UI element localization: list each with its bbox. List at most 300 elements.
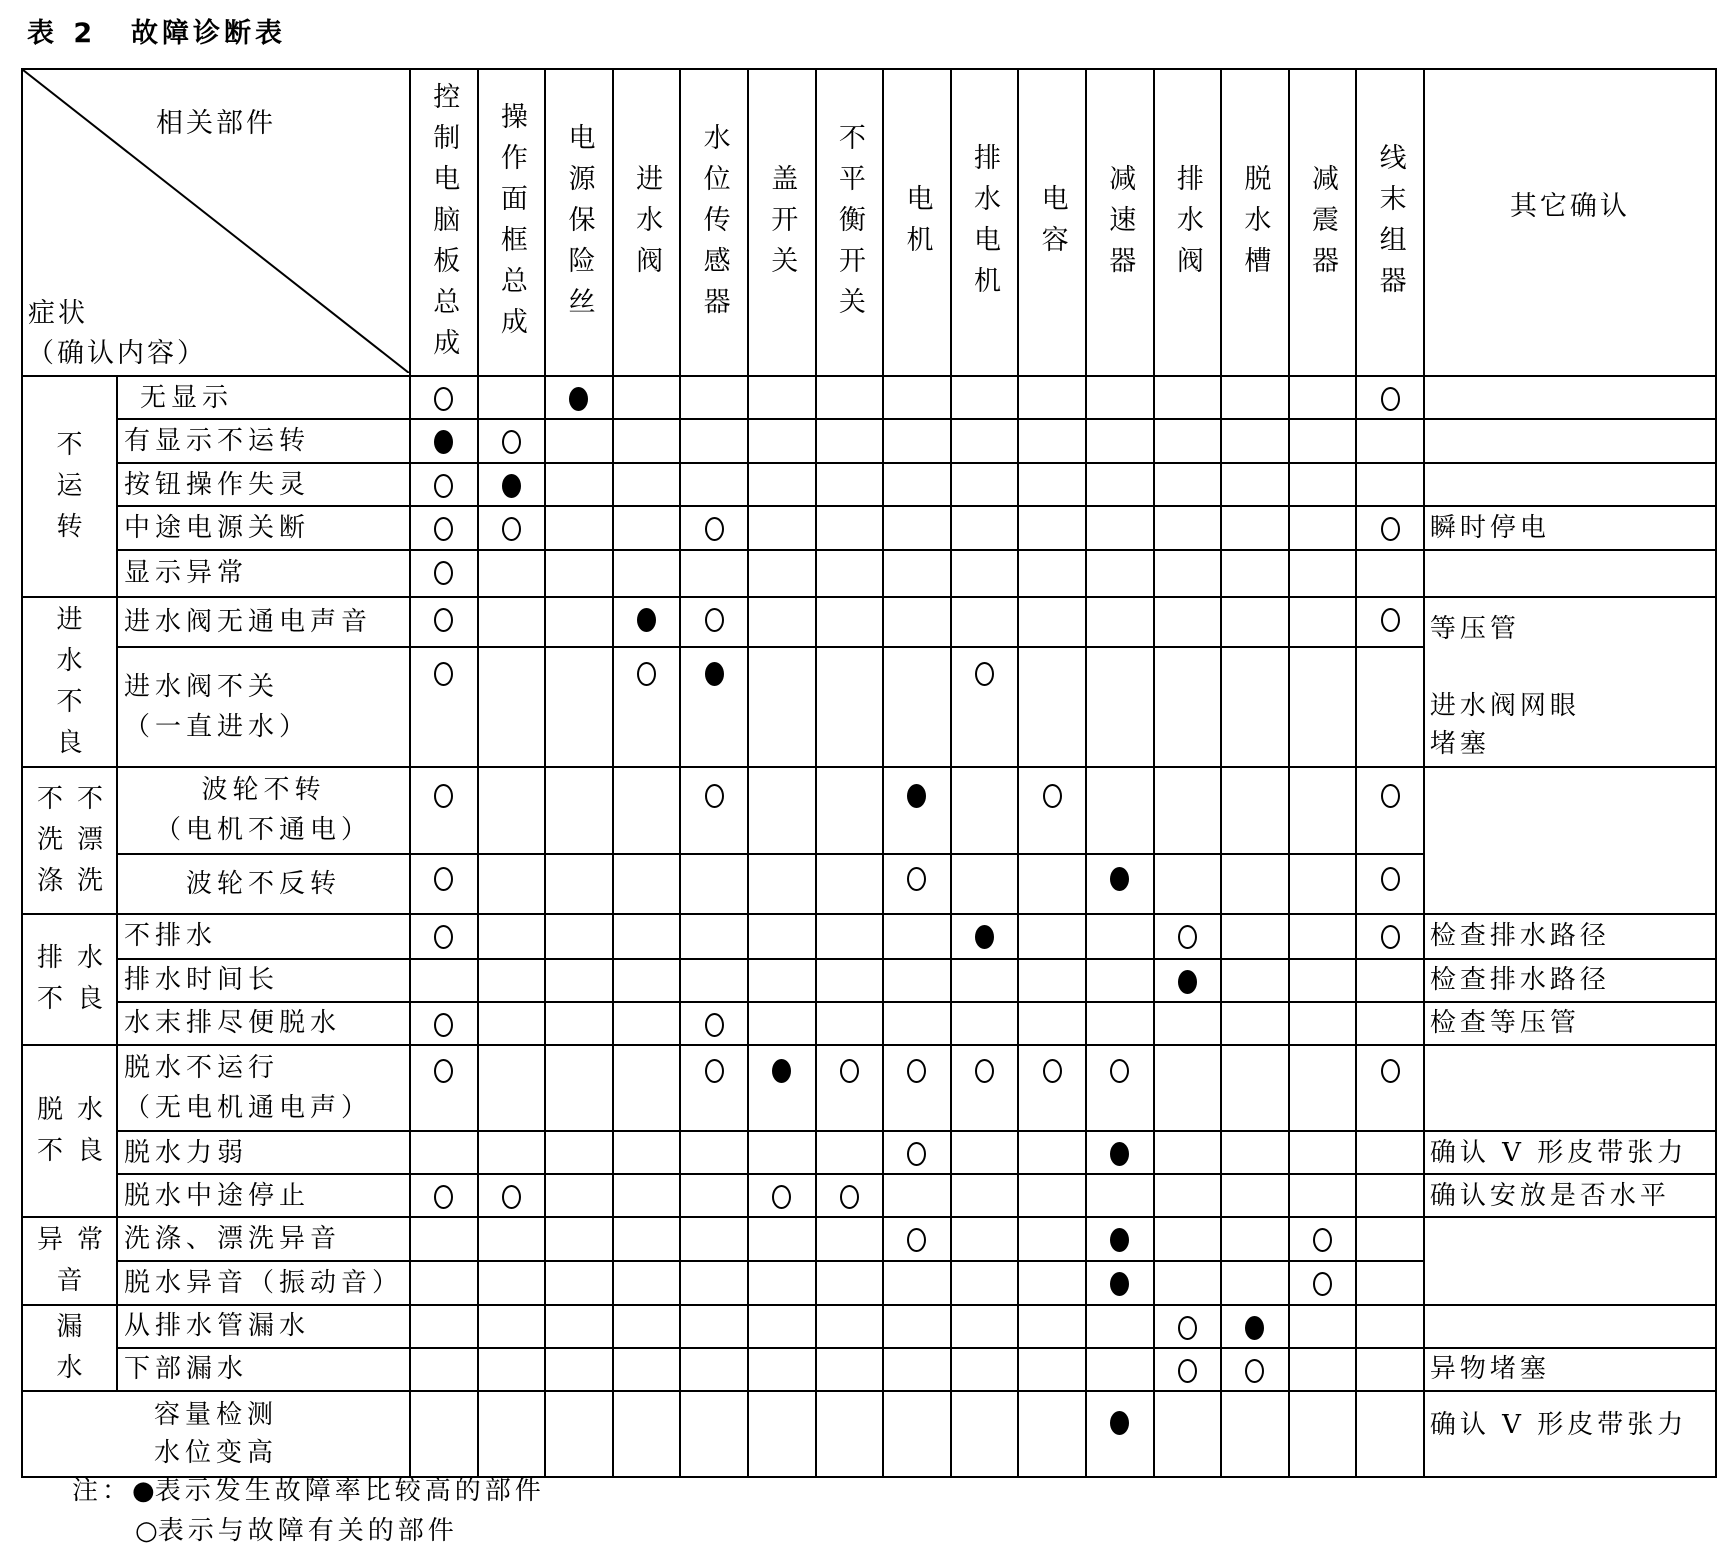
mark-cell [410, 914, 478, 959]
symptom-category-cell [22, 1391, 410, 1477]
mark-cell [1289, 376, 1357, 419]
mark-cell [613, 854, 681, 914]
mark-cell [883, 1305, 951, 1348]
symptom-category-cell [22, 597, 117, 767]
hollow-circle-icon [1381, 867, 1400, 891]
symptom-label: 不排水 [124, 921, 218, 952]
mark-cell [816, 419, 884, 463]
mark-cell [478, 597, 546, 647]
part-column-header [680, 69, 748, 376]
category-label: 音 [56, 1265, 97, 1296]
mark-cell [410, 1261, 478, 1305]
symptom-label: 按钮操作失灵 [124, 469, 311, 500]
mark-cell [1086, 959, 1154, 1002]
filled-circle-icon [1110, 1411, 1129, 1435]
mark-cell [1356, 1174, 1424, 1217]
mark-cell [816, 597, 884, 647]
symptom-label: 排水时间长 [124, 965, 280, 996]
mark-cell [545, 1391, 613, 1477]
hollow-circle-icon [1178, 1359, 1197, 1383]
mark-cell [748, 767, 816, 854]
other-check-cell [1424, 597, 1716, 767]
mark-cell [748, 550, 816, 597]
mark-cell [1221, 914, 1289, 959]
mark-cell [1018, 1261, 1086, 1305]
category-label: 水 [56, 645, 97, 676]
other-check-cell [1424, 463, 1716, 506]
table-row [22, 506, 1716, 549]
mark-cell [410, 959, 478, 1002]
related-parts-label: 相关部件 [156, 108, 276, 139]
filled-circle-icon [1245, 1316, 1264, 1340]
table-row [22, 1131, 1716, 1174]
symptom-label: 脱水不运行 [124, 1052, 280, 1083]
mark-cell [1356, 419, 1424, 463]
table-row [22, 1305, 1716, 1348]
hollow-circle-icon [434, 1059, 453, 1083]
mark-cell [545, 463, 613, 506]
mark-cell [1356, 1131, 1424, 1174]
other-check-cell [1424, 506, 1716, 549]
part-column-header [883, 69, 951, 376]
symptom-label: 从排水管漏水 [124, 1311, 311, 1342]
hollow-circle-icon [1178, 1316, 1197, 1340]
mark-cell [545, 767, 613, 854]
part-column-header [613, 69, 681, 376]
mark-cell [1086, 1348, 1154, 1391]
mark-cell [951, 1391, 1019, 1477]
mark-cell [883, 1391, 951, 1477]
other-check-text: 进水阀网眼 [1429, 690, 1580, 721]
mark-cell [1154, 1174, 1222, 1217]
mark-cell [478, 1217, 546, 1260]
mark-cell [951, 767, 1019, 854]
mark-cell [613, 376, 681, 419]
mark-cell [545, 854, 613, 914]
mark-cell [1356, 1261, 1424, 1305]
symptom-cell [117, 463, 410, 506]
mark-cell [410, 1348, 478, 1391]
mark-cell [545, 914, 613, 959]
mark-cell [545, 550, 613, 597]
mark-cell [1356, 854, 1424, 914]
mark-cell [883, 597, 951, 647]
mark-cell [816, 1391, 884, 1477]
category-label: 不不 [37, 783, 118, 814]
table-row [22, 419, 1716, 463]
mark-cell [1086, 1305, 1154, 1348]
mark-cell [613, 1217, 681, 1260]
mark-cell [478, 914, 546, 959]
mark-cell [883, 1261, 951, 1305]
mark-cell [748, 419, 816, 463]
mark-cell [951, 1217, 1019, 1260]
part-name: 盖开关 [766, 163, 798, 287]
table-number: 表 2 [27, 18, 98, 49]
mark-cell [545, 419, 613, 463]
mark-cell [748, 376, 816, 419]
mark-cell [478, 1045, 546, 1131]
filled-circle-icon [1110, 1272, 1129, 1296]
mark-cell [1221, 550, 1289, 597]
mark-cell [1018, 647, 1086, 767]
mark-cell [883, 550, 951, 597]
mark-cell [1154, 767, 1222, 854]
mark-cell [1154, 1305, 1222, 1348]
mark-cell [410, 376, 478, 419]
mark-cell [883, 854, 951, 914]
mark-cell [545, 376, 613, 419]
mark-cell [1289, 1002, 1357, 1045]
mark-cell [410, 1305, 478, 1348]
mark-cell [883, 1217, 951, 1260]
mark-cell [613, 1045, 681, 1131]
mark-cell [883, 1131, 951, 1174]
mark-cell [478, 854, 546, 914]
mark-cell [951, 854, 1019, 914]
other-check-text: 堵塞 [1429, 728, 1490, 759]
hollow-circle-icon [434, 1185, 453, 1209]
mark-cell [951, 376, 1019, 419]
mark-cell [545, 959, 613, 1002]
mark-cell [1018, 1045, 1086, 1131]
mark-cell [951, 1002, 1019, 1045]
hollow-circle-icon [1381, 784, 1400, 808]
symptom-cell [117, 1217, 410, 1260]
mark-cell [1356, 1045, 1424, 1131]
mark-cell [613, 550, 681, 597]
mark-cell [613, 597, 681, 647]
hollow-circle-icon [907, 1142, 926, 1166]
symptom-label: 脱水中途停止 [124, 1180, 311, 1211]
mark-cell [1086, 463, 1154, 506]
mark-cell [680, 767, 748, 854]
other-check-cell [1424, 550, 1716, 597]
other-check-cell [1424, 1348, 1716, 1391]
mark-cell [951, 1131, 1019, 1174]
mark-cell [1221, 1261, 1289, 1305]
filled-circle-icon [772, 1059, 791, 1083]
mark-cell [1356, 959, 1424, 1002]
category-label: 排水 [37, 943, 118, 974]
symptom-label: 无显示 [140, 382, 234, 413]
mark-cell [1221, 506, 1289, 549]
other-check-cell [1424, 1305, 1716, 1348]
hollow-circle-icon [705, 784, 724, 808]
symptom-cell [117, 1174, 410, 1217]
other-check-cell [1424, 959, 1716, 1002]
mark-cell [1289, 1217, 1357, 1260]
mark-cell [1086, 1045, 1154, 1131]
mark-cell [1289, 1348, 1357, 1391]
part-name: 不平衡开关 [833, 122, 865, 328]
hollow-circle-icon [705, 517, 724, 541]
hollow-circle-icon [502, 517, 521, 541]
mark-cell [680, 854, 748, 914]
hollow-circle-icon [1313, 1228, 1332, 1252]
mark-cell [1289, 1045, 1357, 1131]
mark-cell [1289, 1174, 1357, 1217]
mark-cell [1086, 647, 1154, 767]
mark-cell [883, 959, 951, 1002]
mark-cell [680, 1261, 748, 1305]
mark-cell [951, 1261, 1019, 1305]
mark-cell [816, 767, 884, 854]
mark-cell [1289, 914, 1357, 959]
mark-cell [1018, 1002, 1086, 1045]
mark-cell [1018, 914, 1086, 959]
symptom-cell [117, 647, 410, 767]
part-column-header [410, 69, 478, 376]
mark-cell [680, 959, 748, 1002]
mark-cell [748, 597, 816, 647]
mark-cell [1086, 550, 1154, 597]
mark-cell [748, 854, 816, 914]
table-row [22, 597, 1716, 647]
mark-cell [1086, 914, 1154, 959]
symptom-label: 波轮不转 [201, 775, 326, 806]
mark-cell [816, 1348, 884, 1391]
legend-text-high: 表示发生故障率比较高的部件 [154, 1476, 545, 1506]
mark-cell [680, 419, 748, 463]
other-check-text: 检查等压管 [1429, 1008, 1580, 1039]
mark-cell [883, 1174, 951, 1217]
table-body [22, 376, 1716, 1477]
hollow-circle-icon [434, 387, 453, 411]
mark-cell [1356, 376, 1424, 419]
mark-cell [1221, 463, 1289, 506]
mark-cell [1289, 1391, 1357, 1477]
category-label: 进 [56, 604, 97, 635]
mark-cell [1289, 506, 1357, 549]
category-label: 不 [56, 686, 97, 717]
hollow-circle-icon [1178, 925, 1197, 949]
mark-cell [1018, 1174, 1086, 1217]
hollow-circle-icon [705, 608, 724, 632]
filled-circle-icon [434, 430, 453, 454]
mark-cell [1086, 1217, 1154, 1260]
mark-cell [478, 647, 546, 767]
mark-cell [410, 1174, 478, 1217]
mark-cell [1221, 597, 1289, 647]
mark-cell [1221, 1391, 1289, 1477]
part-column-header [951, 69, 1019, 376]
mark-cell [1154, 1002, 1222, 1045]
other-check-text: 确认安放是否水平 [1429, 1180, 1670, 1211]
mark-cell [410, 1131, 478, 1174]
hollow-circle-icon [434, 474, 453, 498]
mark-cell [816, 1261, 884, 1305]
mark-cell [1221, 376, 1289, 419]
mark-cell [1356, 550, 1424, 597]
symptom-label: 洗涤、漂洗异音 [124, 1223, 342, 1254]
mark-cell [1154, 854, 1222, 914]
mark-cell [680, 1045, 748, 1131]
table-row [22, 1217, 1716, 1260]
hollow-circle-icon [840, 1059, 859, 1083]
mark-cell [816, 506, 884, 549]
category-label: 漏 [56, 1311, 97, 1342]
symptom-cell [117, 376, 410, 419]
mark-cell [883, 506, 951, 549]
mark-cell [1356, 647, 1424, 767]
mark-cell [816, 1305, 884, 1348]
symptom-label: 症状 [28, 298, 88, 329]
mark-cell [1289, 854, 1357, 914]
other-check-cell [1424, 376, 1716, 419]
mark-cell [1221, 1174, 1289, 1217]
mark-cell [1154, 1045, 1222, 1131]
mark-cell [1289, 463, 1357, 506]
mark-cell [613, 1131, 681, 1174]
mark-cell [1018, 506, 1086, 549]
table-row [22, 767, 1716, 854]
mark-cell [680, 597, 748, 647]
other-check-text: 确认 V 形皮带张力 [1429, 1409, 1688, 1440]
mark-cell [1018, 1217, 1086, 1260]
symptom-label: 脱水力弱 [124, 1137, 249, 1168]
other-check-cell [1424, 767, 1716, 914]
filled-circle-icon [1110, 1142, 1129, 1166]
fault-diagnosis-table [21, 68, 1717, 1478]
mark-cell [410, 1217, 478, 1260]
legend-line-high [72, 1471, 772, 1511]
hollow-circle-icon [1043, 1059, 1062, 1083]
symptom-cell [117, 959, 410, 1002]
note-prefix: 注： [72, 1476, 133, 1506]
symptom-label: （无电机通电声） [124, 1092, 373, 1123]
symptom-category-cell [22, 767, 117, 914]
category-label: 异常 [37, 1224, 118, 1255]
hollow-circle-icon [1381, 517, 1400, 541]
mark-cell [816, 1002, 884, 1045]
other-check-text: 确认 V 形皮带张力 [1429, 1137, 1688, 1168]
mark-cell [1086, 767, 1154, 854]
mark-cell [613, 1261, 681, 1305]
mark-cell [1086, 597, 1154, 647]
mark-cell [1221, 854, 1289, 914]
confirm-content-label: （确认内容） [27, 338, 207, 369]
symptom-cell [117, 1305, 410, 1348]
table-row [22, 1348, 1716, 1391]
part-name: 控制电脑板总成 [428, 81, 460, 369]
mark-cell [680, 1174, 748, 1217]
mark-cell [748, 1131, 816, 1174]
mark-cell [680, 1002, 748, 1045]
hollow-circle-icon [502, 430, 521, 454]
mark-cell [1289, 1261, 1357, 1305]
mark-cell [410, 419, 478, 463]
mark-cell [410, 597, 478, 647]
mark-cell [748, 1002, 816, 1045]
mark-cell [410, 463, 478, 506]
hollow-circle-icon [1381, 387, 1400, 411]
mark-cell [1018, 463, 1086, 506]
mark-cell [478, 1305, 546, 1348]
other-check-cell [1424, 1131, 1716, 1174]
hollow-circle-icon [907, 867, 926, 891]
mark-cell [680, 1217, 748, 1260]
symptom-cell [117, 506, 410, 549]
category-label: 不良 [37, 1136, 118, 1167]
part-column-header [1154, 69, 1222, 376]
mark-cell [613, 959, 681, 1002]
mark-cell [613, 1002, 681, 1045]
mark-cell [816, 1217, 884, 1260]
mark-cell [1018, 1305, 1086, 1348]
hollow-circle-icon [705, 1059, 724, 1083]
mark-cell [1154, 1217, 1222, 1260]
mark-cell [1154, 463, 1222, 506]
mark-cell [545, 1045, 613, 1131]
mark-cell [883, 1348, 951, 1391]
mark-cell [816, 1174, 884, 1217]
mark-cell [545, 1002, 613, 1045]
hollow-circle-icon [840, 1185, 859, 1209]
mark-cell [1154, 1391, 1222, 1477]
mark-cell [1018, 376, 1086, 419]
mark-cell [1154, 376, 1222, 419]
other-check-text: 异物堵塞 [1429, 1354, 1550, 1385]
hollow-circle-icon [975, 662, 994, 686]
mark-cell [883, 419, 951, 463]
other-check-cell [1424, 1045, 1716, 1131]
hollow-circle-icon [1381, 608, 1400, 632]
mark-cell [478, 463, 546, 506]
mark-cell [1018, 959, 1086, 1002]
mark-cell [613, 767, 681, 854]
header-row [22, 69, 1716, 376]
mark-cell [1356, 914, 1424, 959]
symptom-label: 显示异常 [124, 558, 249, 589]
symptom-label: 进水阀无通电声音 [124, 606, 373, 637]
mark-cell [748, 1045, 816, 1131]
filled-circle-icon [569, 387, 588, 411]
mark-cell [1221, 419, 1289, 463]
table-caption [27, 17, 427, 51]
filled-circle-icon: ● [132, 1476, 155, 1506]
other-check-cell [1424, 1391, 1716, 1477]
symptom-category-cell [22, 1045, 117, 1217]
hollow-circle-icon [434, 1013, 453, 1037]
category-label: 涤洗 [37, 865, 118, 896]
other-check-text: 等压管 [1429, 613, 1520, 644]
mark-cell [748, 1174, 816, 1217]
mark-cell [1356, 767, 1424, 854]
category-label: 水 [56, 1352, 97, 1383]
hollow-circle-icon [1245, 1359, 1264, 1383]
other-check-cell [1424, 1217, 1716, 1304]
filled-circle-icon [637, 608, 656, 632]
part-name: 线末组器 [1374, 143, 1406, 308]
mark-cell [951, 506, 1019, 549]
mark-cell [1221, 959, 1289, 1002]
filled-circle-icon [907, 784, 926, 808]
mark-cell [1356, 506, 1424, 549]
mark-cell [680, 1348, 748, 1391]
mark-cell [410, 550, 478, 597]
symptom-label: 波轮不反转 [185, 868, 341, 899]
hollow-circle-icon [1043, 784, 1062, 808]
mark-cell [1154, 1131, 1222, 1174]
symptom-cell [117, 854, 410, 914]
part-name: 进水阀 [631, 163, 663, 287]
mark-cell [748, 647, 816, 767]
mark-cell [1086, 419, 1154, 463]
symptom-cell [117, 1348, 410, 1391]
hollow-circle-icon [434, 662, 453, 686]
mark-cell [545, 506, 613, 549]
